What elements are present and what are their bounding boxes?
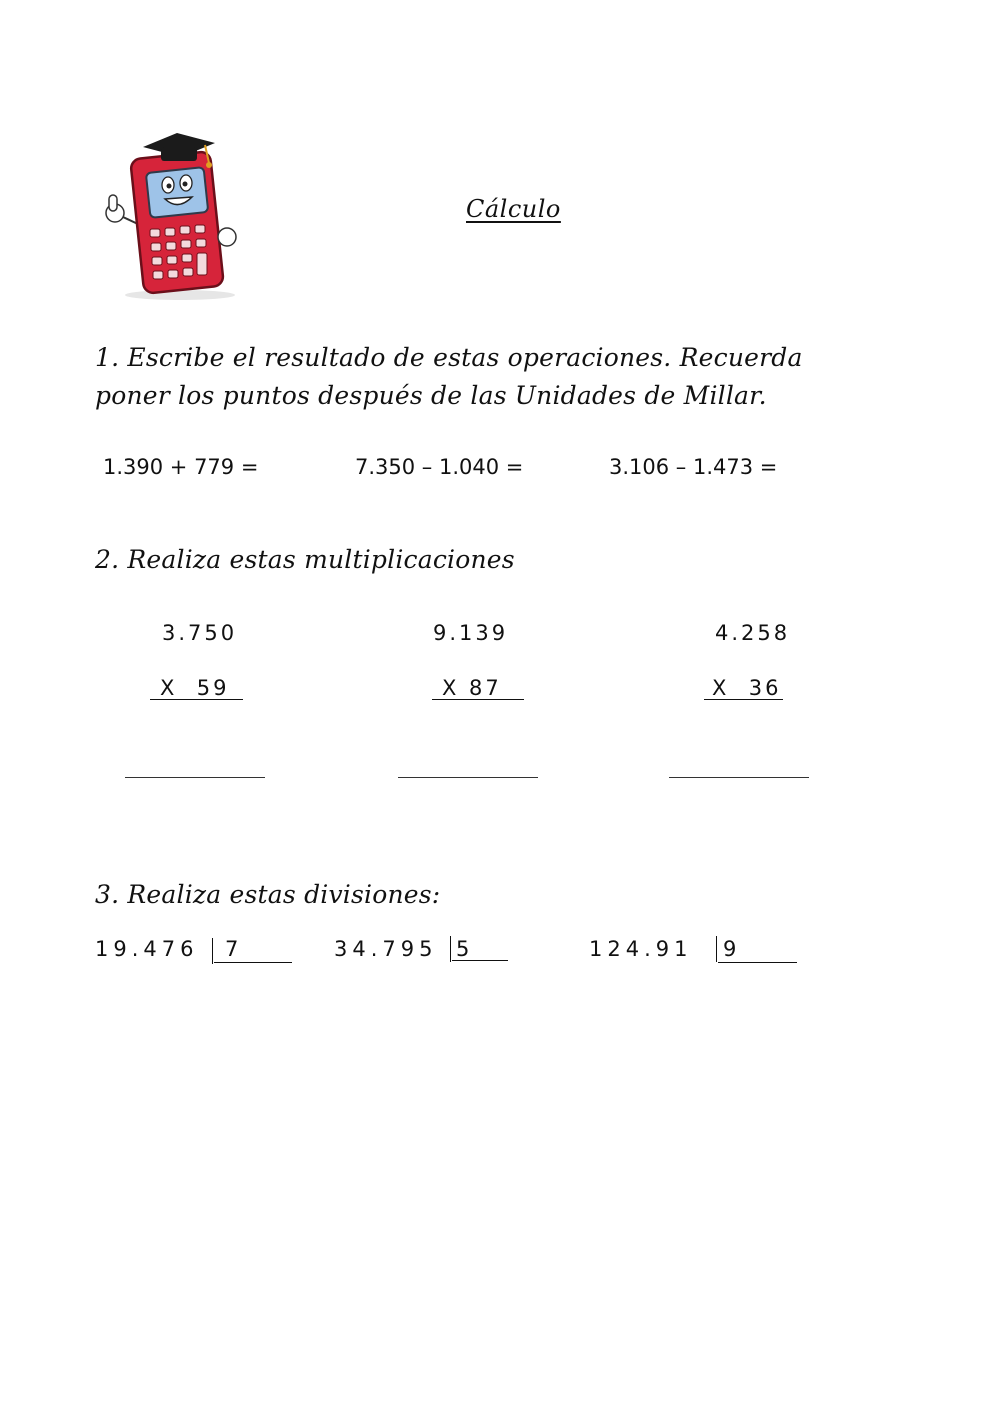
- section3-heading: 3. Realiza estas divisiones:: [95, 880, 441, 909]
- multiplicand-1: 3.750: [162, 621, 238, 645]
- answer-line-1: [125, 777, 265, 778]
- division-underline-2: [452, 960, 508, 961]
- division-underline-1: [214, 962, 292, 963]
- multiplier-1: X 59: [160, 676, 230, 700]
- multiplicand-3: 4.258: [715, 621, 791, 645]
- section1-heading: 1. Escribe el resultado de estas operaciones. Recuerda poner los puntos después de las Unidades de Millar.: [95, 343, 803, 410]
- answer-line-2: [398, 777, 538, 778]
- multiplier-3: X 36: [712, 676, 782, 700]
- division-bracket-1: [212, 938, 213, 964]
- dividend-1: 19.476: [95, 937, 199, 961]
- divisor-1: 7: [225, 937, 239, 961]
- multiplier-underline-1: [150, 699, 243, 700]
- divisor-3: 9: [723, 937, 737, 961]
- section2-heading: 2. Realiza estas multiplicaciones: [95, 545, 515, 574]
- multiplier-2: X 87: [442, 676, 502, 700]
- operation-1: 1.390 + 779 =: [103, 455, 259, 479]
- multiplier-underline-3: [704, 699, 783, 700]
- multiplier-underline-2: [432, 699, 524, 700]
- division-bracket-2: [450, 936, 451, 962]
- divisor-2: 5: [456, 937, 470, 961]
- operation-2: 7.350 – 1.040 =: [355, 455, 524, 479]
- answer-line-3: [669, 777, 809, 778]
- division-bracket-3: [716, 936, 717, 962]
- operation-3: 3.106 – 1.473 =: [609, 455, 778, 479]
- page-title: Cálculo: [466, 195, 561, 223]
- multiplicand-2: 9.139: [433, 621, 509, 645]
- division-underline-3: [718, 962, 797, 963]
- calculator-mascot-icon: [95, 125, 275, 305]
- dividend-2: 34.795: [334, 937, 438, 961]
- dividend-3: 124.91: [589, 937, 693, 961]
